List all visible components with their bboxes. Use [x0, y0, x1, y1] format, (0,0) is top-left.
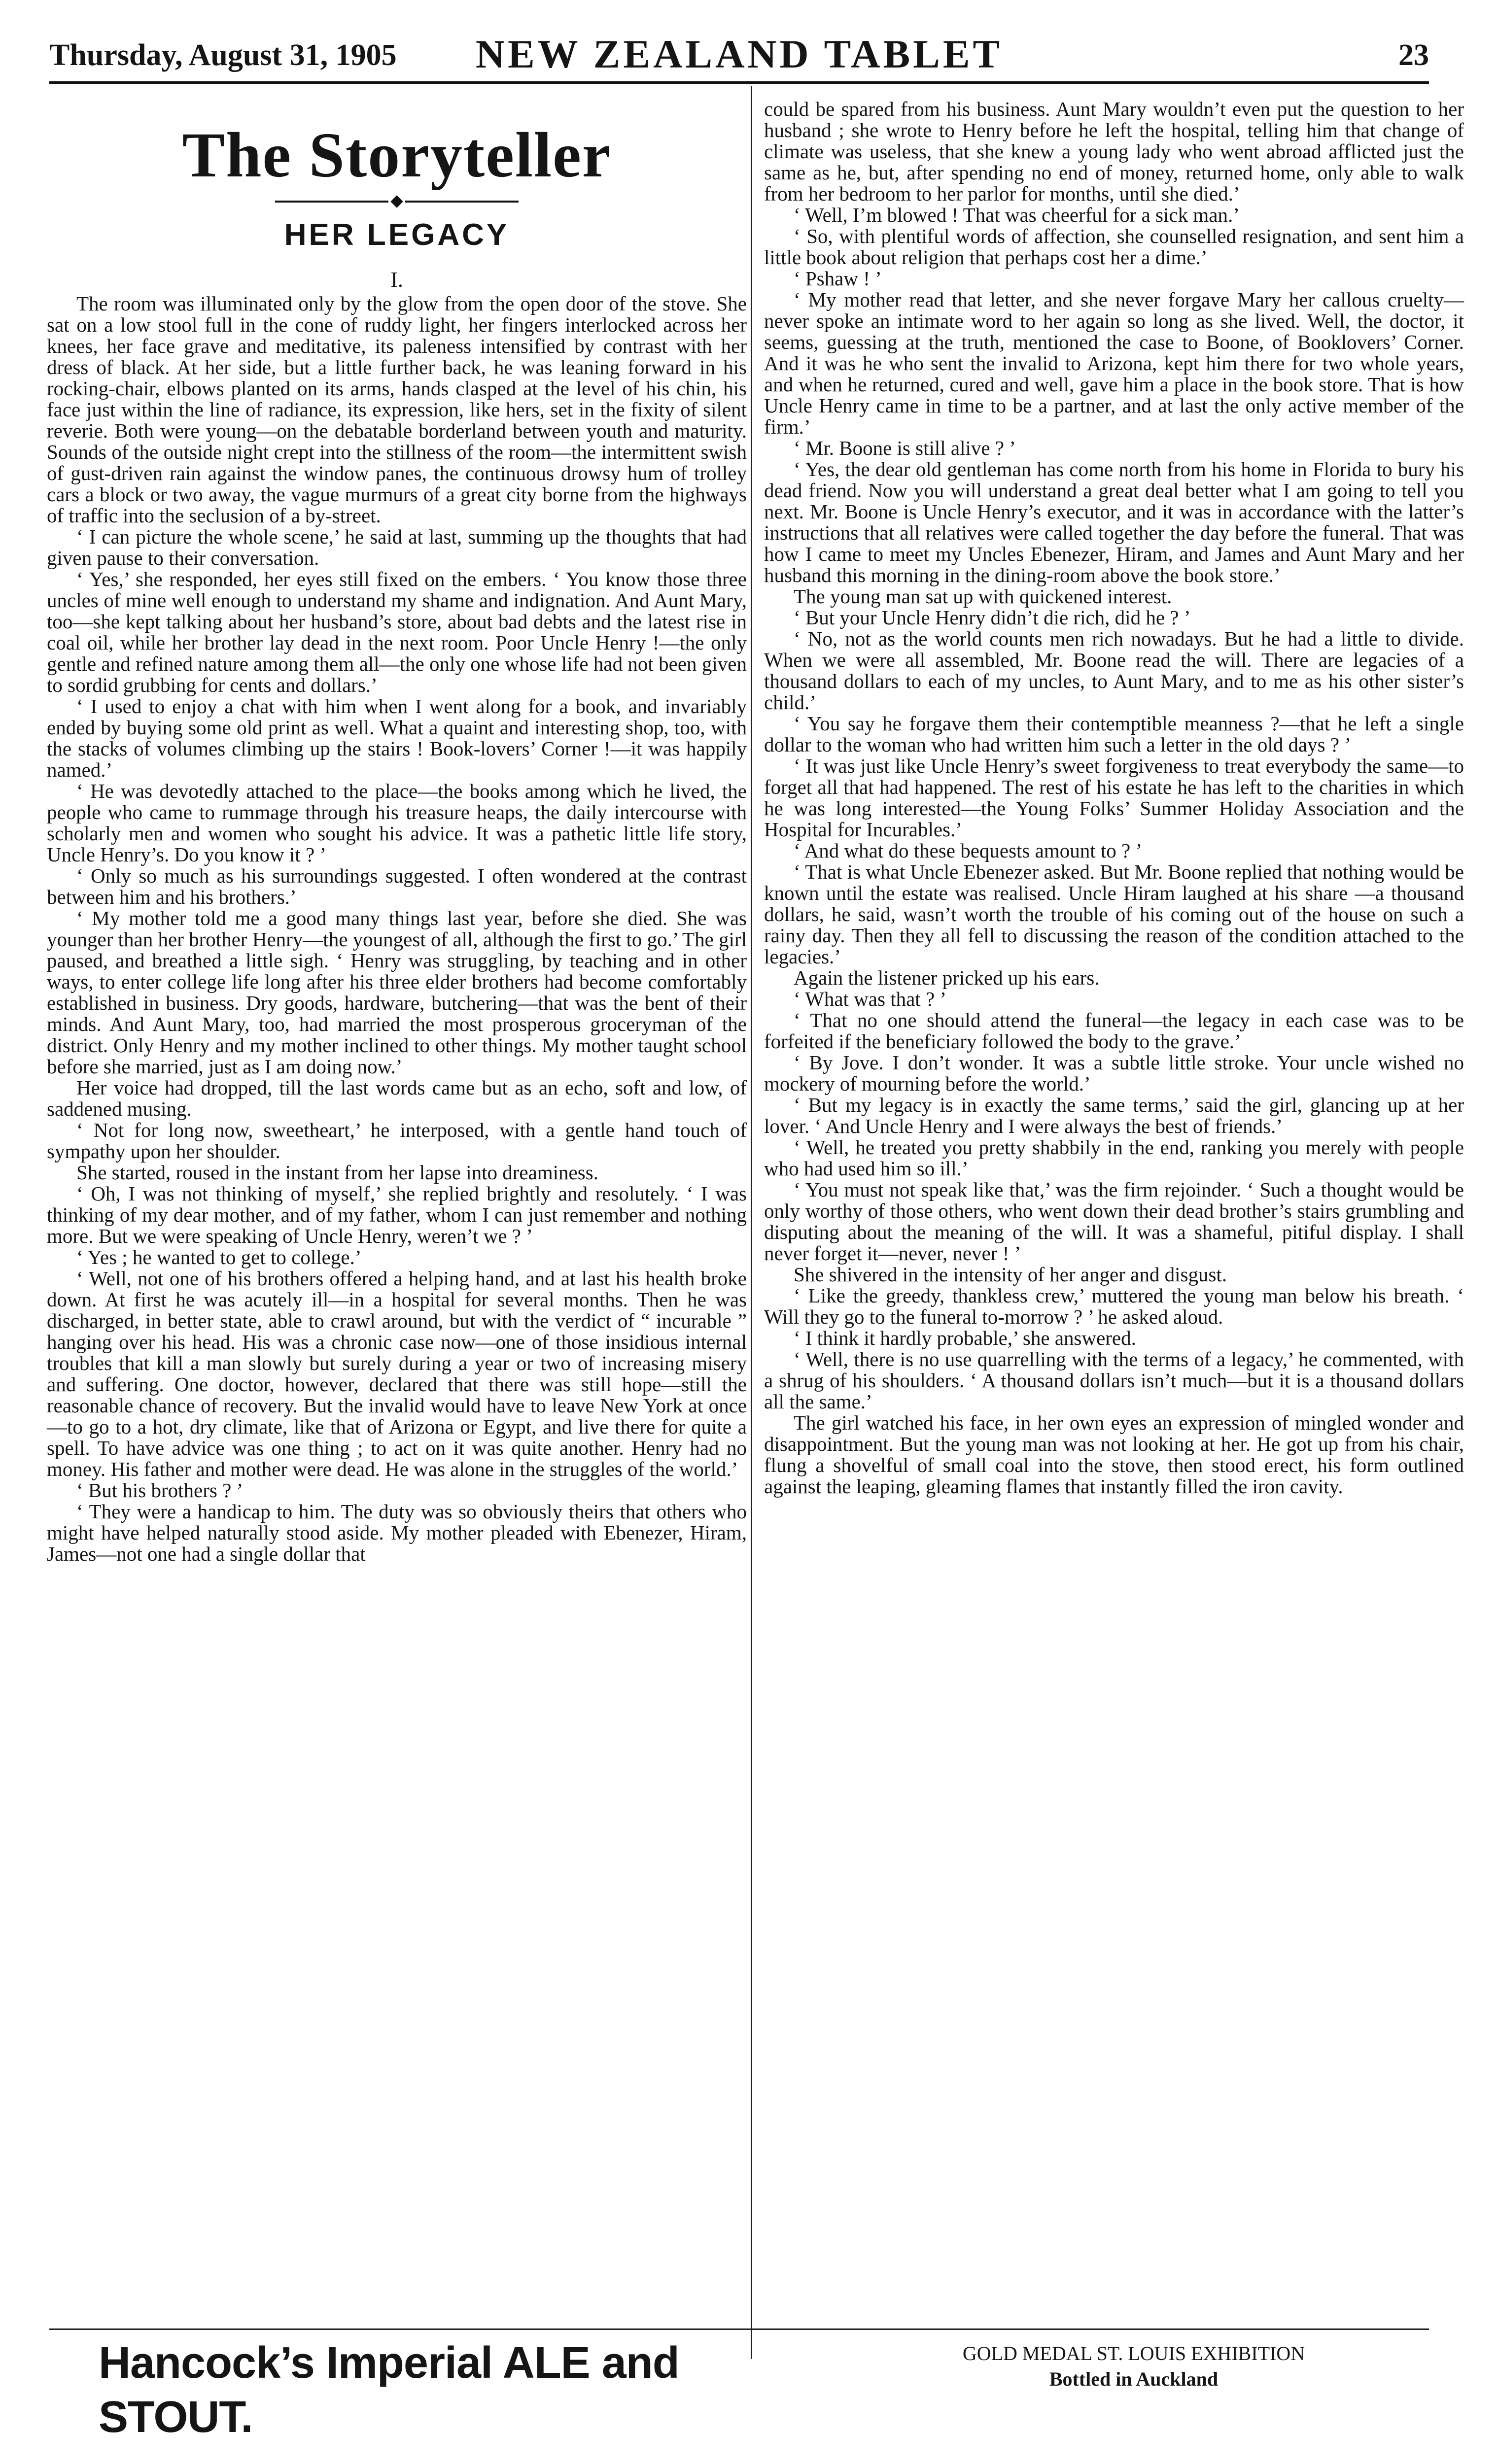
paragraph: The room was illuminated only by the glow from the open door of the stove. She sat on a low stool full in the cone of ruddy light, her fingers interlocked across her knees, her face grave and meditative, its paleness intensified by contrast with her dress of black. At her side, but a little further back, he was leaning forward in his rocking-chair, elbows planted on its arms, hands clasped at the level of his chin, his face just within the line of radiance, its expression, like hers, set in the fixity of silent reverie. Both were young—on the debatable borderland between youth and maturity. Sounds of the outside night crept into the stillness of the room—the intermittent swish of gust-driven rain against the window panes, the continuous drowsy hum of trolley cars a block or two away, the vague murmurs of a great city borne from the highways of traffic into the seclusion of a by-street. [47, 292, 747, 527]
right-column [764, 99, 1464, 1497]
ornament-rule-right [405, 201, 519, 203]
paragraph: ‘ My mother told me a good many things last year, before she died. She was younger than her brother Henry—the youngest of all, although the first to go.’ The girl paused, and breathed a little sigh. ‘ Henry was struggling, by teaching and in other ways, to enter college life long after his three elder brothers had become comfortably established in business. Dry goods, hardware, butchering—that was the bent of their minds. And Aunt Mary, too, had married the most prosperous groceryman of the district. Only Henry and my mother inclined to other things. My mother taught school before she married, just as I am doing now.’ [47, 907, 747, 1078]
paragraph: ‘ Not for long now, sweetheart,’ he interposed, with a gentle hand touch of sympathy upon her shoulder. [47, 1119, 747, 1163]
section-title: The Storyteller [182, 120, 612, 191]
paragraph: ‘ Oh, I was not thinking of myself,’ she replied brightly and resolutely. ‘ I was thinking of my dear mother, and of my father, whom I can just remember and nothing more. But we were speaking of Uncle Henry, weren’t we ? ’ [47, 1182, 747, 1247]
paragraph: ‘ He was devotedly attached to the place—the books among which he lived, the people who came to rummage through his treasure heaps, the daily intercourse with scholarly men and women who sought his advice. It was a pathetic little life story, Uncle Henry’s. Do you know it ? ’ [47, 780, 747, 866]
paragraph: ‘ That is what Uncle Ebenezer asked. But Mr. Boone replied that nothing would be known until the estate was realised. Uncle Hiram laughed at his share —a thousand dollars, he said, wasn’t worth the trouble of his coming out of the house on such a rainy day. Then they all fell to discussing the reason of the condition attached to the legacies.’ [764, 860, 1464, 968]
paragraph: ‘ My mother read that letter, and she never forgave Mary her callous cruelty—never spoke an intimate word to her again so long as she lived. Well, the doctor, it seems, guessing at the truth, mentioned the case to Boone, of Booklovers’ Corner. And it was he who sent the invalid to Arizona, kept him there for two whole years, and when he returned, cured and well, gave him a place in the book store. That is how Uncle Henry came in time to be a partner, and at last the only active member of the firm.’ [764, 288, 1464, 438]
paragraph: Again the listener pricked up his ears. [794, 966, 1100, 989]
paragraph: ‘ Yes ; he wanted to get to college.’ [76, 1246, 362, 1268]
paragraph: She started, roused in the instant from her lapse into dreaminess. [76, 1161, 598, 1184]
paragraph: ‘ I think it hardly probable,’ she answered. [794, 1327, 1136, 1349]
paragraph: could be spared from his business. Aunt Mary wouldn’t even put the question to her husband ; she wrote to Henry before he left the hospital, telling him that change of climate was useless, that she knew a young lady who went abroad afflicted just the same as he, but, after spending no end of money, returned home, only able to walk from her bedroom to her parlor for months, until she died.’ [764, 98, 1464, 205]
paragraph: ‘ Yes, the dear old gentleman has come north from his home in Florida to bury his dead friend. Now you will understand a great deal better what I am going to tell you next. Mr. Boone is Uncle Henry’s executor, and it was in accordance with the latter’s instructions that all relatives were called together the day before the funeral. That was how I came to meet my Uncles Ebenezer, Hiram, and James and Aunt Mary and her husband this morning in the dining-room above the book store.’ [764, 458, 1464, 586]
story-title: HER LEGACY [284, 218, 510, 252]
footer-rule [49, 2328, 1429, 2330]
paragraph: ‘ Yes,’ she responded, her eyes still fixed on the embers. ‘ You know those three uncles of mine well enough to understand my shame and indignation. And Aunt Mary, too—she kept talking about her husband’s store, about bad debts and the latest rise in coal oil, while her brother lay dead in the next room. Poor Uncle Henry !—the only gentle and refined nature among them all—the only one whose life had not been given to sordid grubbing for cents and dollars.’ [47, 568, 747, 696]
paragraph: Her voice had dropped, till the last words came but as an echo, soft and low, of saddened musing. [47, 1076, 747, 1120]
title-ornament [47, 197, 747, 206]
bottling-line: Bottled in Auckland [1049, 2368, 1219, 2390]
paragraph: ‘ Well, I’m blowed ! That was cheerful for a sick man.’ [794, 204, 1240, 226]
paragraph: ‘ That no one should attend the funeral—the legacy in each case was to be forfeited if the beneficiary followed the body to the grave.’ [764, 1009, 1464, 1053]
paragraph: ‘ What was that ? ’ [794, 988, 947, 1010]
paragraph: ‘ You must not speak like that,’ was the firm rejoinder. ‘ Such a thought would be only worthy of those others, who went down their dead brother’s stairs grumbling and disputing about the meaning of the will. It was a shameful, pitiful display. I shall never forget it—never, never ! ’ [764, 1178, 1464, 1265]
newspaper-title: NEW ZEALAND TABLET [475, 32, 1003, 76]
paragraph: The young man sat up with quickened interest. [794, 585, 1172, 608]
paragraph: ‘ You say he forgave them their contemptible meanness ?—that he left a single dollar to the woman who had written him such a letter in the old days ? ’ [764, 712, 1464, 756]
paragraph: ‘ But his brothers ? ’ [76, 1479, 244, 1502]
paragraph: ‘ Well, he treated you pretty shabbily in the end, ranking you merely with people who had used him so ill.’ [764, 1136, 1464, 1180]
paragraph: ‘ And what do these bequests amount to ? ’ [794, 839, 1143, 862]
issue-date: Thursday, August 31, 1905 [49, 38, 397, 72]
paragraph: ‘ Well, there is no use quarrelling with the terms of a legacy,’ he commented, with a shrug of his shoulders. ‘ A thousand dollars isn’t much—but it is a thousand dollars all the same.’ [764, 1348, 1464, 1413]
left-column [47, 99, 747, 1565]
paragraph: ‘ Well, not one of his brothers offered a helping hand, and at last his health broke down. At first he was acutely ill—in a hospital for several months. Then he was discharged, in better state, able to crawl around, but with the verdict of “ incurable ” hanging over his head. His was a chronic case now—one of those insidious internal troubles that kill a man slowly but surely during a year or two of increasing misery and suffering. One doctor, however, declared that there was still hope—still the reasonable chance of recovery. But the invalid would have to leave New York at once —to go to a hot, dry climate, like that of Arizona or Egypt, and live there for quite a spell. To have advice was one thing ; to act on it was quite another. Henry had no money. His father and mother were dead. He was alone in the struggles of the world.’ [47, 1267, 747, 1480]
paragraph: ‘ Pshaw ! ’ [794, 267, 882, 290]
page-number: 23 [1398, 38, 1429, 72]
paragraph: ‘ Mr. Boone is still alive ? ’ [794, 437, 1016, 459]
paragraph: The girl watched his face, in her own eyes an expression of mingled wonder and disappointment. But the young man was not looking at her. He got up from his chair, flung a shovelful of small coal into the stove, then stood erect, his form outlined against the leaping, gleaming flames that instantly filled the iron cavity. [764, 1411, 1464, 1498]
paragraph: ‘ But my legacy is in exactly the same terms,’ said the girl, glancing up at her lover. ‘ And Uncle Henry and I were always the best of friends.’ [764, 1094, 1464, 1137]
masthead [49, 27, 1429, 84]
paragraph: ‘ I can picture the whole scene,’ he said at last, summing up the thoughts that had given pause to their conversation. [47, 525, 747, 569]
paragraph: ‘ So, with plentiful words of affection, she counselled resignation, and sent him a little book about religion that perhaps cost her a dime.’ [764, 225, 1464, 269]
column-divider [751, 86, 752, 2359]
paragraph: ‘ Only so much as his surroundings suggested. I often wondered at the contrast between him and his brothers.’ [47, 864, 747, 908]
paragraph: ‘ But your Uncle Henry didn’t die rich, did he ? ’ [794, 606, 1191, 629]
exhibition-advertisement [818, 2341, 1449, 2392]
exhibition-line: GOLD MEDAL ST. LOUIS EXHIBITION [962, 2342, 1305, 2364]
paragraph: ‘ I used to enjoy a chat with him when I went along for a book, and invariably ended by buying some old print as well. What a quaint and interesting shop, too, with the stacks of volumes climbing up the stairs ! Book-lovers’ Corner !—it was happily named.’ [47, 695, 747, 781]
paragraph: ‘ By Jove. I don’t wonder. It was a subtle little stroke. Your uncle wished no mockery of mourning before the world.’ [764, 1051, 1464, 1095]
diamond-icon [390, 195, 403, 207]
paragraph: ‘ It was just like Uncle Henry’s sweet forgiveness to treat everybody the same—to forget all that had happened. The rest of his estate he has left to the charities in which he was long interested—the Young Folks’ Summer Holiday Association and the Hospital for Incurables.’ [764, 754, 1464, 841]
paragraph: She shivered in the intensity of her anger and disgust. [794, 1263, 1227, 1286]
ornament-rule-left [275, 201, 388, 203]
paragraph: ‘ No, not as the world counts men rich nowadays. But he had a little to divide. When we were all assembled, Mr. Boone read the will. There are legacies of a thousand dollars to each of my uncles, to Aunt Mary, and to me as his other sister’s child.’ [764, 627, 1464, 714]
ale-advertisement: Hancock’s Imperial ALE and STOUT. [99, 2338, 679, 2442]
part-number: I. [390, 268, 403, 292]
paragraph: ‘ They were a handicap to him. The duty was so obviously theirs that others who might have helped naturally stood aside. My mother pleaded with Ebenezer, Hiram, James—not one had a single dollar that [47, 1500, 747, 1565]
paragraph: ‘ Like the greedy, thankless crew,’ muttered the young man below his breath. ‘ Will they go to the funeral to-morrow ? ’ he asked aloud. [764, 1284, 1464, 1328]
